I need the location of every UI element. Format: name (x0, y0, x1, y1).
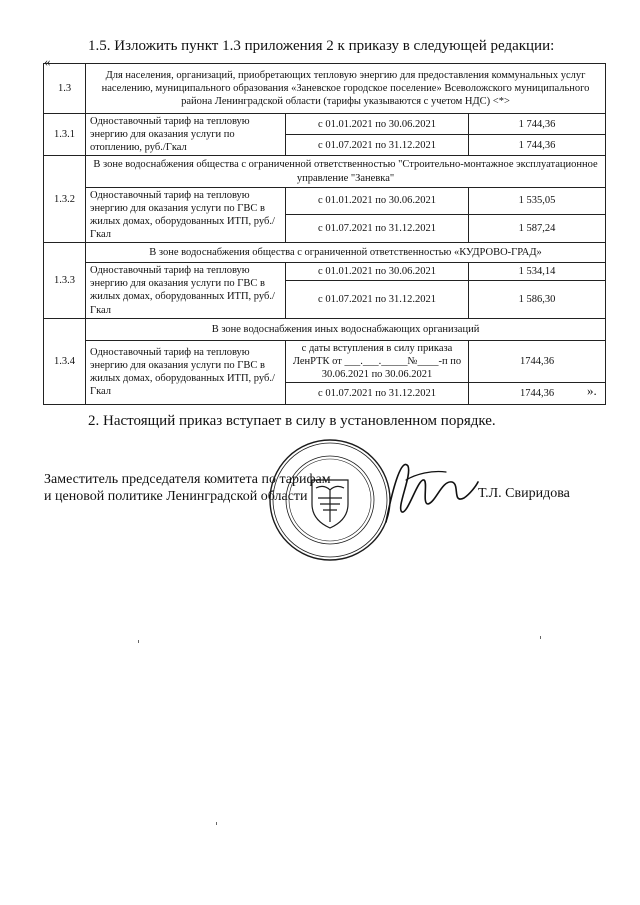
zone-header: В зоне водоснабжения иных водоснабжающих организаций (86, 318, 606, 340)
table-row-1-3-4-zone (44, 318, 606, 340)
zone-header: В зоне водоснабжения общества с ограниченной ответственностью "Строительно-монтажное эксплуатационное управление "Заневка" (86, 156, 606, 187)
period: с 01.07.2021 по 31.12.2021 (286, 215, 469, 243)
tariff-label: Одноставочный тариф на тепловую энергию для оказания услуги по ГВС в жилых домах, оборудованных ИТП, руб./Гкал (86, 187, 286, 243)
zone-header: В зоне водоснабжения общества с ограниченной ответственностью «КУДРОВО-ГРАД» (86, 243, 606, 263)
scan-speck (216, 822, 217, 825)
scan-speck (138, 640, 139, 643)
signatory-name: Т.Л. Свиридова (478, 486, 570, 501)
tariff-label: Одноставочный тариф на тепловую энергию для оказания услуги по ГВС в жилых домах, оборудованных ИТП, руб./Гкал (86, 263, 286, 319)
period: с 01.07.2021 по 31.12.2021 (286, 135, 469, 156)
tariff-value: 1 535,05 (469, 187, 606, 215)
table-row-1-3 (44, 64, 606, 114)
period: с 01.07.2021 по 31.12.2021 (286, 280, 469, 318)
table-row-1-3-2 (44, 187, 606, 215)
tariff-value: 1 744,36 (469, 114, 606, 135)
period: с 01.01.2021 по 30.06.2021 (286, 187, 469, 215)
signatory-title-line2: и ценовой политике Ленинградской области (44, 489, 308, 504)
paragraph-2: 2. Настоящий приказ вступает в силу в установленном порядке. (88, 413, 496, 429)
tariff-value: 1 587,24 (469, 215, 606, 243)
period: с даты вступления в силу приказа ЛенРТК от ___.___._____№____-п по 30.06.2021 по 30.06.2021 (286, 340, 469, 382)
section-header: Для населения, организаций, приобретающих тепловую энергию для предоставления коммунальных услуг населению, муниципального образования «Заневское городское поселение» Всеволожского муниципального района Ленинградской области (тарифы указываются с учетом НДС) <*> (86, 64, 606, 114)
tariff-value: 1 586,30 (469, 280, 606, 318)
signatory-title-line1: Заместитель председателя комитета по тарифам (44, 472, 331, 487)
table-row-1-3-3-zone (44, 243, 606, 263)
handwritten-signature (372, 452, 482, 542)
tariff-value: 1744,36 (469, 340, 606, 382)
row-number: 1.3 (44, 64, 86, 114)
table-row-1-3-3 (44, 263, 606, 280)
opening-quote: « (44, 54, 51, 69)
row-number: 1.3.1 (44, 114, 86, 156)
tariff-value: 1744,36 (469, 383, 606, 405)
tariff-label: Одноставочный тариф на тепловую энергию для оказания услуги по ГВС в жилых домах, оборудованных ИТП, руб./Гкал (86, 340, 286, 404)
table-row-1-3-1 (44, 114, 606, 135)
period: с 01.01.2021 по 30.06.2021 (286, 263, 469, 280)
period: с 01.07.2021 по 31.12.2021 (286, 383, 469, 405)
scan-speck (540, 636, 541, 639)
tariff-value: 1 744,36 (469, 135, 606, 156)
table-row-1-3-4 (44, 340, 606, 382)
table-row-1-3-2-zone (44, 156, 606, 187)
row-number: 1.3.2 (44, 156, 86, 243)
tariff-label: Одноставочный тариф на тепловую энергию для оказания услуги по отоплению, руб./Гкал (86, 114, 286, 156)
row-number: 1.3.3 (44, 243, 86, 319)
tariff-table (43, 63, 606, 405)
coat-of-arms-icon (312, 480, 348, 528)
tariff-value: 1 534,14 (469, 263, 606, 280)
row-number: 1.3.4 (44, 318, 86, 404)
closing-quote: ». (587, 383, 597, 398)
paragraph-1-5-heading: 1.5. Изложить пункт 1.3 приложения 2 к приказу в следующей редакции: (88, 38, 555, 54)
period: с 01.01.2021 по 30.06.2021 (286, 114, 469, 135)
